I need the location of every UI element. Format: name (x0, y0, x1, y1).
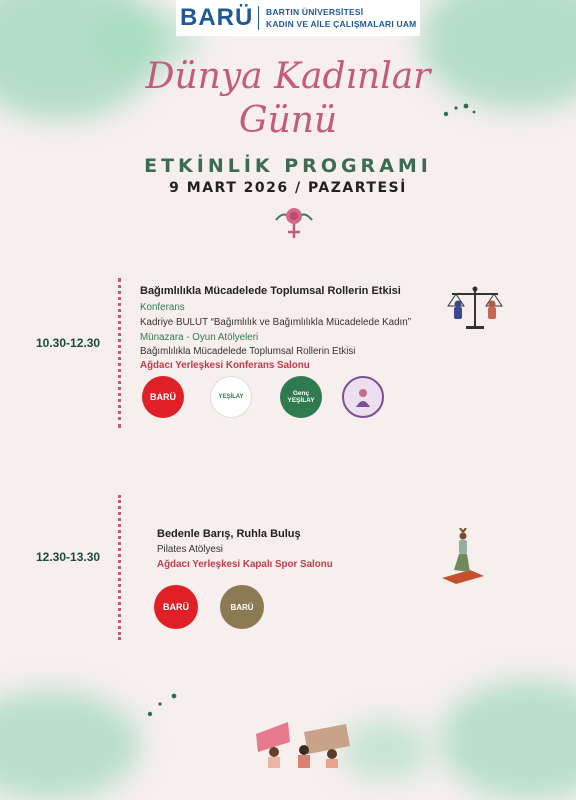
yesilay-badge: YEŞİLAY (210, 376, 252, 418)
session-1-line-4: Bağımlılıkla Mücadelede Toplumsal Rollerin Etkisi (140, 346, 356, 357)
page-title-line1: Dünya Kadınlar (145, 56, 431, 97)
venus-rose-icon (272, 202, 316, 242)
session-1-divider (118, 278, 121, 428)
session-2-divider (118, 495, 121, 640)
women-flags-illustration (246, 718, 366, 768)
org-name-line2: KADIN VE AİLE ÇALIŞMALARI UAM (266, 19, 417, 29)
yoga-icon (440, 528, 486, 584)
baru-brown-badge: BARÜ (220, 585, 264, 629)
women-club-badge (342, 376, 384, 418)
session-1-line-3: Münazara - Oyun Atölyeleri (140, 332, 259, 343)
session-2-title: Bedenle Barış, Ruhla Buluş (157, 528, 301, 540)
logo-separator (258, 6, 259, 30)
baru-logo: BARÜ (180, 4, 254, 31)
org-name-line1: BARTIN ÜNİVERSİTESİ (266, 7, 364, 17)
session-2-line-1: Pilates Atölyesi (157, 544, 223, 555)
baru-badge: BARÜ (142, 376, 184, 418)
watercolor-bottom-right (440, 680, 576, 800)
event-date: 9 MART 2026 / PAZARTESİ (169, 180, 407, 196)
program-title: ETKİNLİK PROGRAMI (144, 155, 432, 177)
session-1-line-2: Kadriye BULUT “Bağımlılık ve Bağımlılıkla Mücadelede Kadın” (140, 317, 411, 328)
session-1-location: Ağdacı Yerleşkesi Konferans Salonu (140, 360, 310, 371)
session-1-title: Bağımlılıkla Mücadelede Toplumsal Rollerin Etkisi (140, 285, 401, 297)
genc-yesilay-badge: Genç YEŞİLAY (280, 376, 322, 418)
session-2-time: 12.30-13.30 (36, 550, 101, 564)
session-1-line-1: Konferans (140, 302, 185, 313)
woman-figure-icon (351, 385, 375, 409)
watercolor-bottom-left (0, 690, 140, 800)
balance-scale-icon (446, 284, 504, 330)
page-title-line2: Günü (238, 100, 338, 141)
session-2-location: Ağdacı Yerleşkesi Kapalı Spor Salonu (157, 559, 333, 570)
session-1-time: 10.30-12.30 (36, 336, 101, 350)
dots-decoration-bottom (140, 690, 184, 720)
baru-badge-2: BARÜ (154, 585, 198, 629)
